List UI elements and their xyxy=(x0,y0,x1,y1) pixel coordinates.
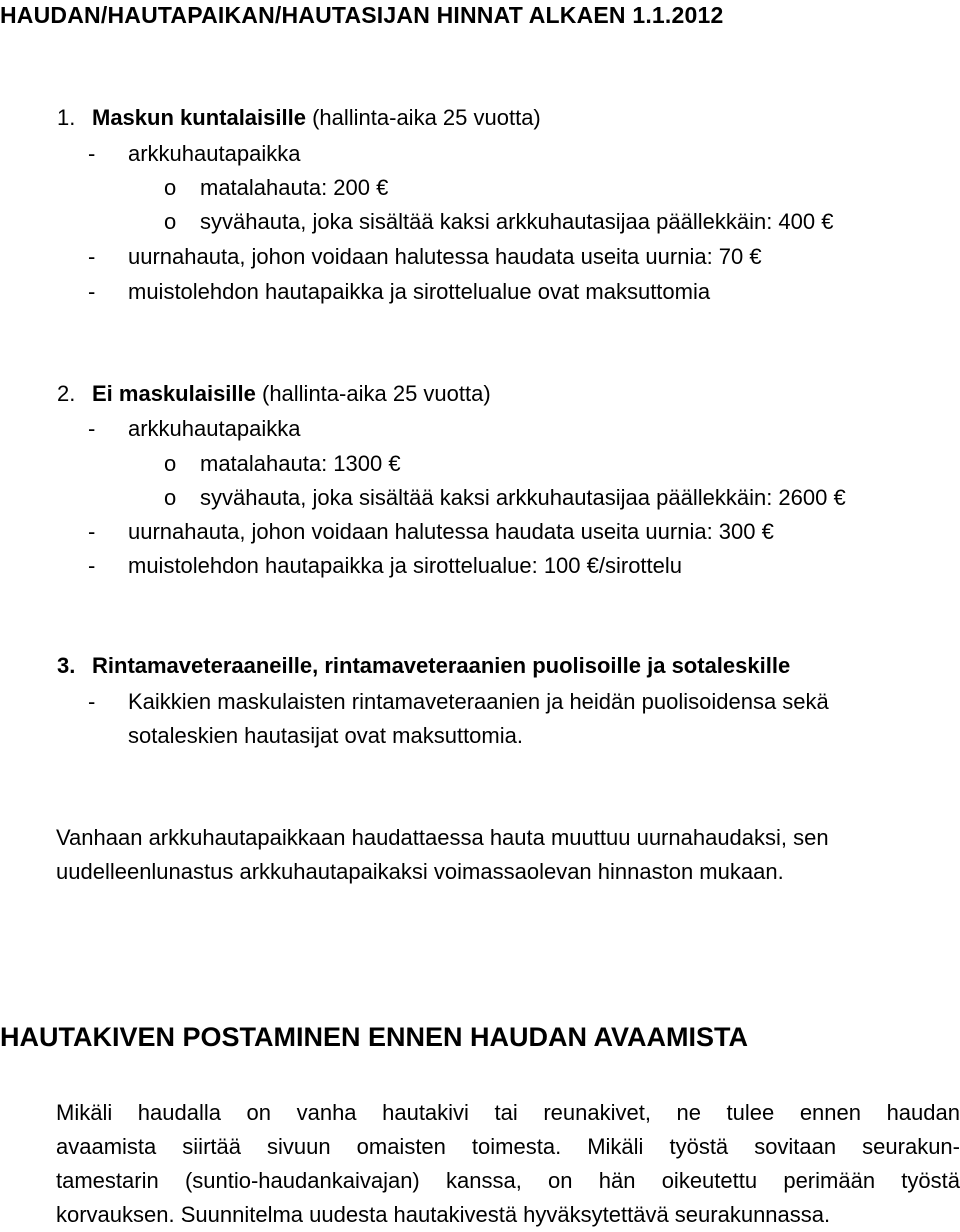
section2-heading xyxy=(92,381,491,407)
section1-item5-marker: - xyxy=(88,279,96,304)
section3-item-marker: - xyxy=(88,689,96,714)
note-line2: uudelleenlunastus arkkuhautapaikaksi voimassaolevan hinnaston mukaan. xyxy=(56,859,784,884)
section1-number: 1. xyxy=(57,105,76,130)
section2-heading-rest: (hallinta-aika 25 vuotta) xyxy=(255,381,491,406)
section1-heading xyxy=(92,105,541,131)
note-line1: Vanhaan arkkuhautapaikkaan haudattaessa hauta muuttuu uurnahaudaksi, sen xyxy=(56,825,829,850)
final-paragraph xyxy=(56,1096,960,1232)
section2-item5-marker: - xyxy=(88,553,96,578)
final-paragraph-line2: avaamista siirtää sivuun omaisten toimesta. Mikäli työstä sovitaan seurakun- xyxy=(56,1134,960,1159)
section3-item-line2: sotaleskien hautasijat ovat maksuttomia. xyxy=(128,723,523,748)
section1-item2: matalahauta: 200 € xyxy=(200,175,389,200)
section2-number: 2. xyxy=(57,381,76,406)
section1-item4: uurnahauta, johon voidaan halutessa haudata useita uurnia: 70 € xyxy=(128,244,762,269)
section3-heading: Rintamaveteraaneille, rintamaveteraanien puolisoille ja sotaleskille xyxy=(92,653,791,678)
section1-heading-rest: (hallinta-aika 25 vuotta) xyxy=(305,105,541,130)
section2-item5: muistolehdon hautapaikka ja sirottelualue: 100 €/sirottelu xyxy=(128,553,683,578)
section2-item2-marker: o xyxy=(164,451,177,476)
section1-heading-bold: Maskun kuntalaisille xyxy=(92,105,306,130)
section1-item4-marker: - xyxy=(88,244,96,269)
final-paragraph-line3: tamestarin (suntio-haudankaivajan) kanssa, on hän oikeutettu perimään työstä xyxy=(56,1168,960,1193)
section1-item3-marker: o xyxy=(164,209,177,234)
section3-number: 3. xyxy=(57,653,76,678)
section2-item3-marker: o xyxy=(164,485,177,510)
section1-item1-marker: - xyxy=(88,141,96,166)
final-paragraph-line4: korvauksen. Suunnitelma uudesta hautakivestä hyväksytettävä seurakunnassa. xyxy=(56,1202,831,1227)
final-paragraph-line1: Mikäli haudalla on vanha hautakivi tai reunakivet, ne tulee ennen haudan xyxy=(56,1100,960,1125)
section3-item-line1: Kaikkien maskulaisten rintamaveteraanien ja heidän puolisoidensa sekä xyxy=(128,689,829,714)
section2-item3: syvähauta, joka sisältää kaksi arkkuhautasijaa päällekkäin: 2600 € xyxy=(200,485,846,510)
section1-item2-marker: o xyxy=(164,175,177,200)
section2-item2: matalahauta: 1300 € xyxy=(200,451,401,476)
section2-item1: arkkuhautapaikka xyxy=(128,416,301,441)
page-title: HAUDAN/HAUTAPAIKAN/HAUTASIJAN HINNAT ALKAEN 1.1.2012 xyxy=(0,2,724,28)
section2-item4: uurnahauta, johon voidaan halutessa haudata useita uurnia: 300 € xyxy=(128,519,774,544)
section2-item1-marker: - xyxy=(88,416,96,441)
section2-item4-marker: - xyxy=(88,519,96,544)
section1-item3: syvähauta, joka sisältää kaksi arkkuhautasijaa päällekkäin: 400 € xyxy=(200,209,834,234)
section1-item5: muistolehdon hautapaikka ja sirottelualue ovat maksuttomia xyxy=(128,279,711,304)
section2-heading-bold: Ei maskulaisille xyxy=(92,381,256,406)
section-heading-hautakivi: HAUTAKIVEN POSTAMINEN ENNEN HAUDAN AVAAMISTA xyxy=(0,1022,748,1052)
section1-item1: arkkuhautapaikka xyxy=(128,141,301,166)
